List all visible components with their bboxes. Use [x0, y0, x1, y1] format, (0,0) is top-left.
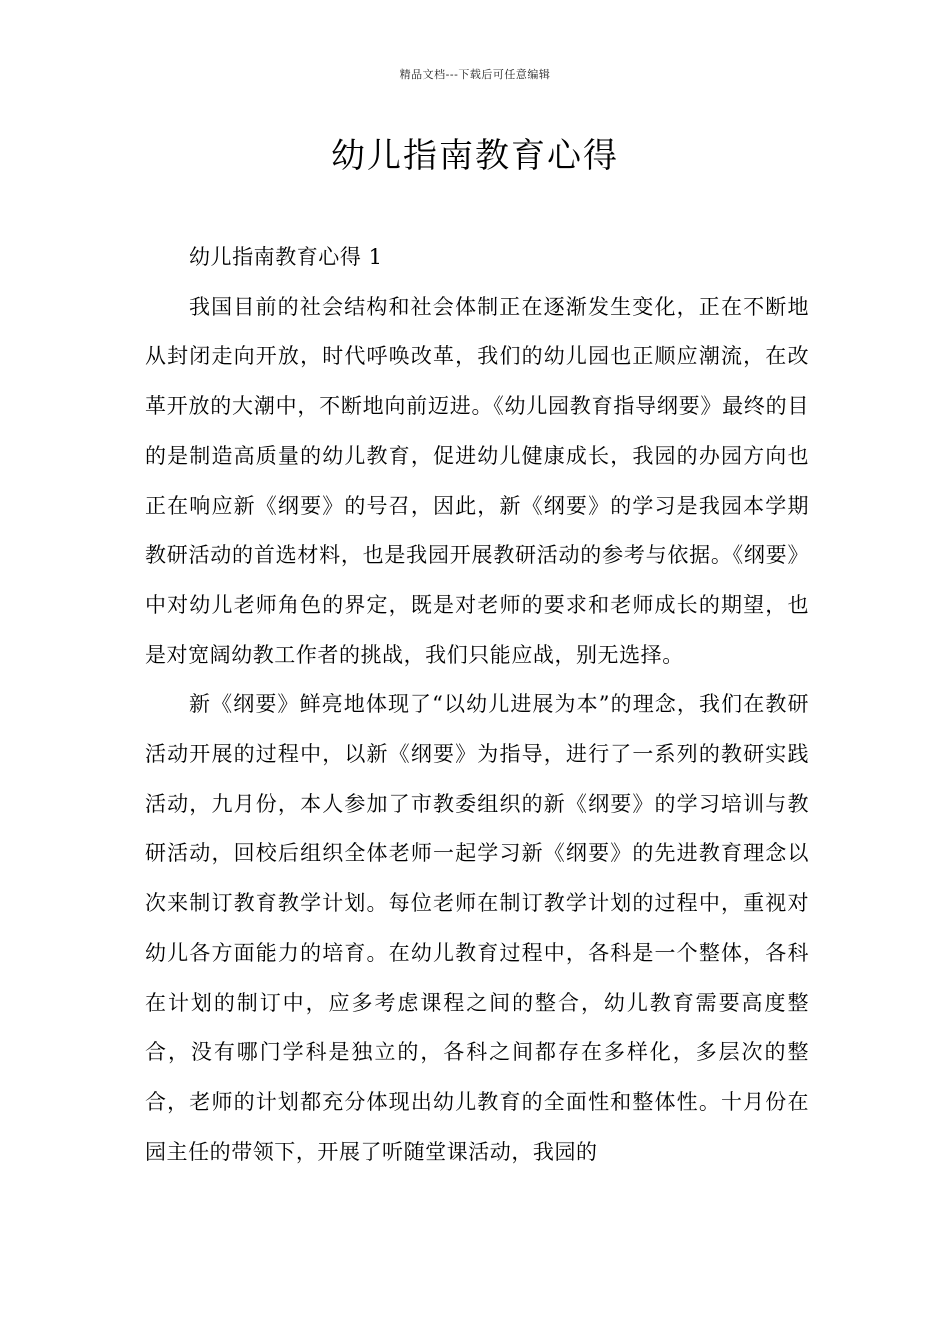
header-note: 精品文档---下载后可任意编辑	[399, 68, 551, 81]
paragraph-1: 我国目前的社会结构和社会体制正在逐渐发生变化，正在不断地从封闭走向开放，时代呼唤改革，我们的幼儿园也正顺应潮流，在改革开放的大潮中，不断地向前迈进。《幼儿园教育指导纲要》最终的目的是制造高质量的幼儿教育，促进幼儿健康成长，我园的办园方向也正在响应新《纲要》的号召，因此，新《纲要》的学习是我园本学期教研活动的首选材料，也是我园开展教研活动的参考与依据。《纲要》中对幼儿老师角色的界定，既是对老师的要求和老师成长的期望，也是对宽阔幼教工作者的挑战，我们只能应战，别无选择。	[145, 294, 809, 667]
document-title: 幼儿指南教育心得	[331, 136, 619, 176]
paragraph-2: 新《纲要》鲜亮地体现了“以幼儿进展为本”的理念，我们在教研活动开展的过程中，以新《纲要》为指导，进行了一系列的教研实践活动，九月份，本人参加了市教委组织的新《纲要》的学习培训与教研活动，回校后组织全体老师一起学习新《纲要》的先进教育理念以次来制订教育教学计划。每位老师在制订教学计划的过程中，重视对幼儿各方面能力的培育。在幼儿教育过程中，各科是一个整体，各科在计划的制订中，应多考虑课程之间的整合，幼儿教育需要高度整合，没有哪门学科是独立的，各科之间都存在多样化，多层次的整合，老师的计划都充分体现出幼儿教育的全面性和整体性。十月份在园主任的带领下，开展了听随堂课活动，我园的	[145, 692, 809, 1164]
section-subheading: 幼儿指南教育心得 1	[189, 245, 383, 269]
document-body	[145, 233, 809, 1177]
